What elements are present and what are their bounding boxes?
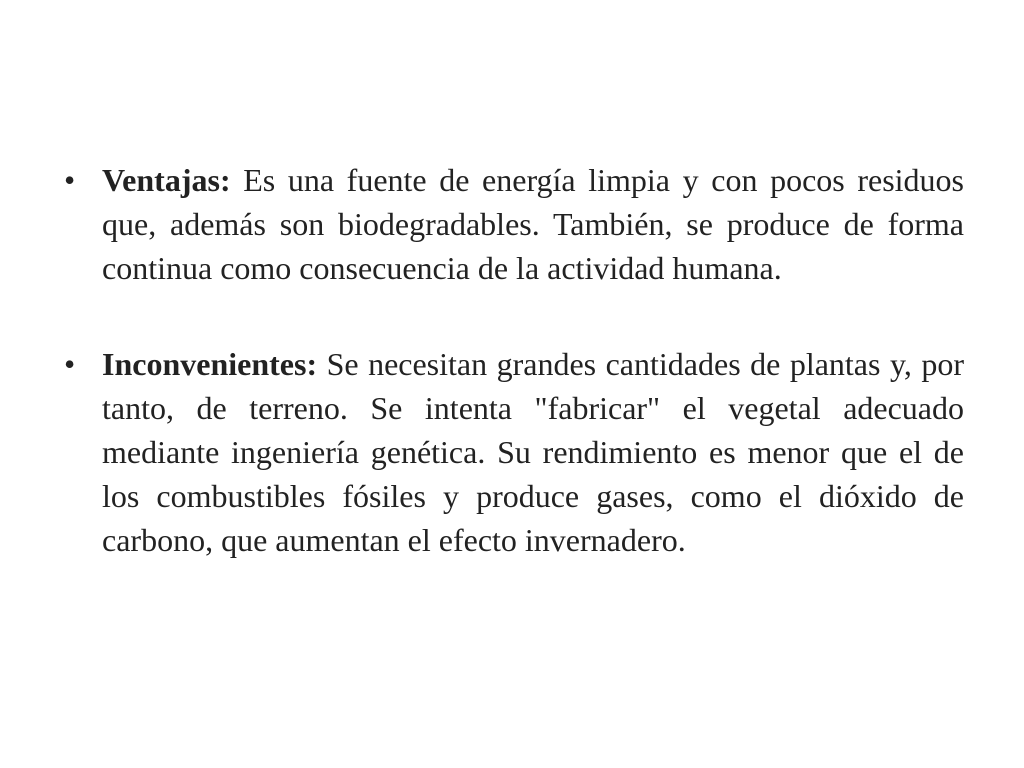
bullet-text: Es una fuente de energía limpia y con pocos residuos que, además son biodegradables. También, se produce de forma continua como consecuencia de la actividad humana. bbox=[102, 162, 965, 286]
bullet-term: Ventajas: bbox=[102, 162, 231, 198]
bullet-list bbox=[64, 158, 964, 562]
bullet-term: Inconvenientes: bbox=[102, 346, 318, 382]
bullet-ventajas bbox=[64, 158, 964, 290]
bullet-dot-icon: • bbox=[64, 162, 76, 198]
bullet-dot-icon: • bbox=[64, 346, 76, 382]
bullet-text: Se necesitan grandes cantidades de plantas y, por tanto, de terreno. Se intenta "fabricar" el vegetal adecuado mediante ingeniería genética. Su rendimiento es menor que el de los combustibles fósiles y produce gases, como el dióxido de carbono, que aumentan el efecto invernadero. bbox=[102, 346, 965, 558]
bullet-inconvenientes bbox=[64, 342, 964, 562]
